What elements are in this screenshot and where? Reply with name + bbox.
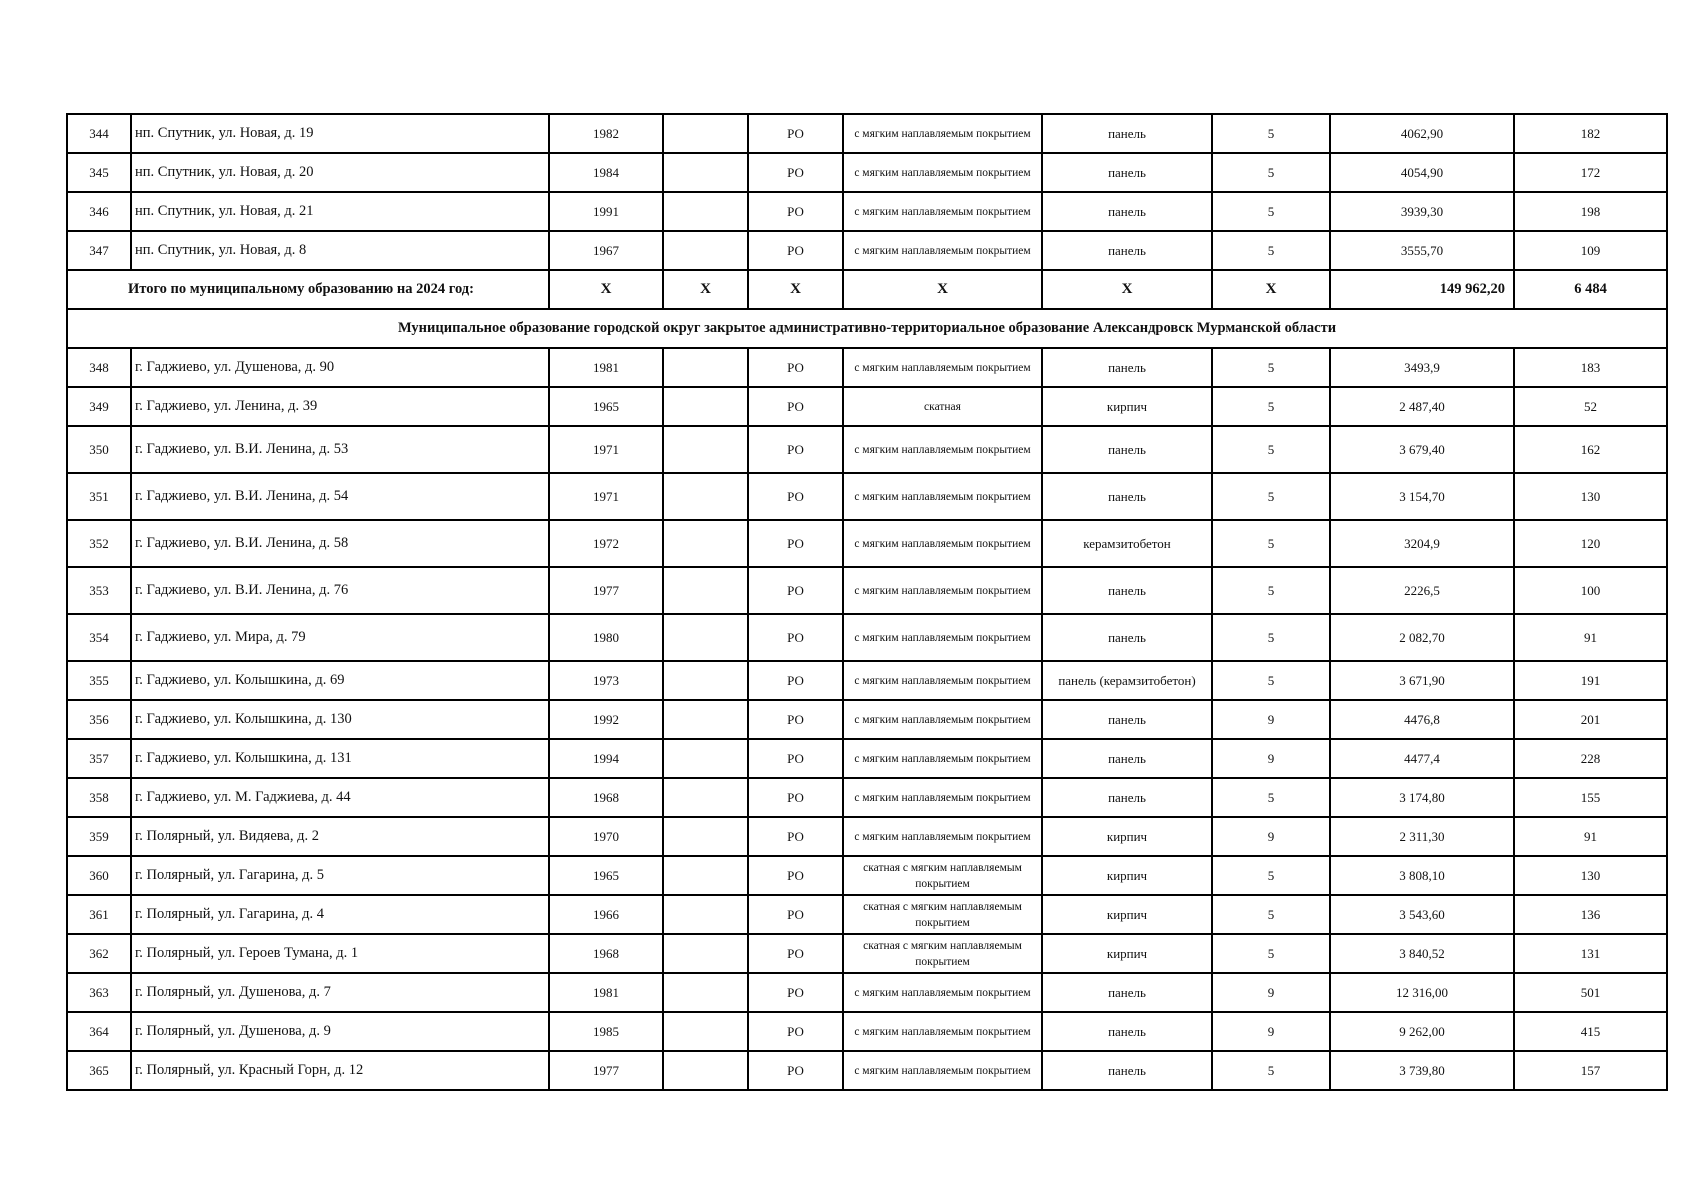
summary-x-wall: X	[1042, 270, 1212, 309]
total-area-cell: 3 679,40	[1330, 426, 1514, 473]
summary-x-year: X	[549, 270, 663, 309]
total-area-cell: 3 671,90	[1330, 661, 1514, 700]
resident-count-cell: 182	[1514, 114, 1667, 153]
wall-material-cell: керамзитобетон	[1042, 520, 1212, 567]
table-row	[67, 778, 1667, 817]
summary-row	[67, 270, 1667, 309]
year-built-cell: 1965	[549, 856, 663, 895]
roof-type-cell: скатная с мягким наплавляемым покрытием	[843, 895, 1042, 934]
row-number-cell: 356	[67, 700, 131, 739]
blank-cell-cell	[663, 973, 748, 1012]
total-area-cell: 3 543,60	[1330, 895, 1514, 934]
fund-method-cell: РО	[748, 153, 843, 192]
summary-label: Итого по муниципальному образованию на 2024 год:	[67, 270, 549, 309]
row-number-cell: 355	[67, 661, 131, 700]
total-area-cell: 3493,9	[1330, 348, 1514, 387]
table-row	[67, 856, 1667, 895]
fund-method-cell: РО	[748, 567, 843, 614]
row-number-cell: 353	[67, 567, 131, 614]
resident-count-cell: 198	[1514, 192, 1667, 231]
blank-cell-cell	[663, 895, 748, 934]
wall-material-cell: панель	[1042, 192, 1212, 231]
housing-register-table	[66, 113, 1668, 1091]
row-number-cell: 365	[67, 1051, 131, 1090]
table-row	[67, 473, 1667, 520]
address-cell: г. Гаджиево, ул. Колышкина, д. 131	[131, 739, 549, 778]
roof-type-cell: с мягким наплавляемым покрытием	[843, 614, 1042, 661]
table-row	[67, 661, 1667, 700]
fund-method-cell: РО	[748, 700, 843, 739]
year-built-cell: 1994	[549, 739, 663, 778]
blank-cell-cell	[663, 520, 748, 567]
resident-count-cell: 120	[1514, 520, 1667, 567]
row-number-cell: 348	[67, 348, 131, 387]
wall-material-cell: кирпич	[1042, 895, 1212, 934]
total-area-cell: 12 316,00	[1330, 973, 1514, 1012]
address-cell: г. Гаджиево, ул. В.И. Ленина, д. 76	[131, 567, 549, 614]
roof-type-cell: скатная с мягким наплавляемым покрытием	[843, 856, 1042, 895]
table-row	[67, 387, 1667, 426]
section-header-row	[67, 309, 1667, 348]
row-number-cell: 354	[67, 614, 131, 661]
wall-material-cell: панель	[1042, 231, 1212, 270]
address-cell: г. Гаджиево, ул. Душенова, д. 90	[131, 348, 549, 387]
wall-material-cell: кирпич	[1042, 387, 1212, 426]
wall-material-cell: панель	[1042, 426, 1212, 473]
total-area-cell: 4062,90	[1330, 114, 1514, 153]
wall-material-cell: панель	[1042, 348, 1212, 387]
table-row	[67, 973, 1667, 1012]
floor-count-cell: 5	[1212, 387, 1330, 426]
blank-cell-cell	[663, 387, 748, 426]
summary-x-col5: X	[748, 270, 843, 309]
row-number-cell: 362	[67, 934, 131, 973]
address-cell: г. Полярный, ул. Душенова, д. 7	[131, 973, 549, 1012]
wall-material-cell: панель	[1042, 1012, 1212, 1051]
row-number-cell: 361	[67, 895, 131, 934]
row-number-cell: 352	[67, 520, 131, 567]
total-area-cell: 3 154,70	[1330, 473, 1514, 520]
resident-count-cell: 228	[1514, 739, 1667, 778]
fund-method-cell: РО	[748, 1051, 843, 1090]
fund-method-cell: РО	[748, 778, 843, 817]
roof-type-cell: с мягким наплавляемым покрытием	[843, 778, 1042, 817]
roof-type-cell: с мягким наплавляемым покрытием	[843, 426, 1042, 473]
row-number-cell: 360	[67, 856, 131, 895]
year-built-cell: 1973	[549, 661, 663, 700]
blank-cell-cell	[663, 934, 748, 973]
blank-cell-cell	[663, 426, 748, 473]
total-area-cell: 3 808,10	[1330, 856, 1514, 895]
roof-type-cell: с мягким наплавляемым покрытием	[843, 231, 1042, 270]
floor-count-cell: 9	[1212, 739, 1330, 778]
summary-block	[67, 270, 1667, 348]
resident-count-cell: 109	[1514, 231, 1667, 270]
table-row	[67, 1012, 1667, 1051]
wall-material-cell: панель	[1042, 567, 1212, 614]
fund-method-cell: РО	[748, 614, 843, 661]
year-built-cell: 1977	[549, 1051, 663, 1090]
table-row	[67, 348, 1667, 387]
roof-type-cell: с мягким наплавляемым покрытием	[843, 739, 1042, 778]
floor-count-cell: 5	[1212, 231, 1330, 270]
row-number-cell: 346	[67, 192, 131, 231]
table-row	[67, 700, 1667, 739]
roof-type-cell: с мягким наплавляемым покрытием	[843, 817, 1042, 856]
total-area-cell: 3204,9	[1330, 520, 1514, 567]
blank-cell-cell	[663, 1051, 748, 1090]
summary-x-floors: X	[1212, 270, 1330, 309]
address-cell: г. Полярный, ул. Душенова, д. 9	[131, 1012, 549, 1051]
resident-count-cell: 191	[1514, 661, 1667, 700]
address-cell: г. Гаджиево, ул. В.И. Ленина, д. 53	[131, 426, 549, 473]
blank-cell-cell	[663, 231, 748, 270]
fund-method-cell: РО	[748, 1012, 843, 1051]
total-area-cell: 3 840,52	[1330, 934, 1514, 973]
fund-method-cell: РО	[748, 934, 843, 973]
wall-material-cell: панель	[1042, 153, 1212, 192]
blank-cell-cell	[663, 153, 748, 192]
fund-method-cell: РО	[748, 426, 843, 473]
roof-type-cell: с мягким наплавляемым покрытием	[843, 192, 1042, 231]
table-row	[67, 231, 1667, 270]
year-built-cell: 1965	[549, 387, 663, 426]
row-number-cell: 344	[67, 114, 131, 153]
row-number-cell: 350	[67, 426, 131, 473]
fund-method-cell: РО	[748, 895, 843, 934]
fund-method-cell: РО	[748, 739, 843, 778]
address-cell: г. Гаджиево, ул. В.И. Ленина, д. 54	[131, 473, 549, 520]
blank-cell-cell	[663, 700, 748, 739]
fund-method-cell: РО	[748, 856, 843, 895]
row-number-cell: 363	[67, 973, 131, 1012]
total-area-cell: 2226,5	[1330, 567, 1514, 614]
table-row	[67, 817, 1667, 856]
block1-rows	[67, 114, 1667, 270]
wall-material-cell: панель	[1042, 739, 1212, 778]
resident-count-cell: 157	[1514, 1051, 1667, 1090]
wall-material-cell: панель	[1042, 778, 1212, 817]
year-built-cell: 1981	[549, 973, 663, 1012]
fund-method-cell: РО	[748, 231, 843, 270]
roof-type-cell: с мягким наплавляемым покрытием	[843, 973, 1042, 1012]
wall-material-cell: панель	[1042, 973, 1212, 1012]
floor-count-cell: 5	[1212, 520, 1330, 567]
year-built-cell: 1991	[549, 192, 663, 231]
table-row	[67, 614, 1667, 661]
year-built-cell: 1966	[549, 895, 663, 934]
total-area-cell: 2 082,70	[1330, 614, 1514, 661]
total-area-cell: 4476,8	[1330, 700, 1514, 739]
total-area-cell: 4477,4	[1330, 739, 1514, 778]
floor-count-cell: 9	[1212, 973, 1330, 1012]
total-area-cell: 2 311,30	[1330, 817, 1514, 856]
year-built-cell: 1985	[549, 1012, 663, 1051]
resident-count-cell: 131	[1514, 934, 1667, 973]
year-built-cell: 1992	[549, 700, 663, 739]
resident-count-cell: 501	[1514, 973, 1667, 1012]
total-area-cell: 2 487,40	[1330, 387, 1514, 426]
block2-rows	[67, 348, 1667, 1090]
year-built-cell: 1980	[549, 614, 663, 661]
total-area-cell: 3555,70	[1330, 231, 1514, 270]
resident-count-cell: 100	[1514, 567, 1667, 614]
table-row	[67, 114, 1667, 153]
fund-method-cell: РО	[748, 387, 843, 426]
floor-count-cell: 5	[1212, 934, 1330, 973]
year-built-cell: 1984	[549, 153, 663, 192]
total-area-cell: 3 739,80	[1330, 1051, 1514, 1090]
table-row	[67, 426, 1667, 473]
floor-count-cell: 5	[1212, 856, 1330, 895]
blank-cell-cell	[663, 473, 748, 520]
year-built-cell: 1968	[549, 778, 663, 817]
wall-material-cell: панель	[1042, 700, 1212, 739]
roof-type-cell: с мягким наплавляемым покрытием	[843, 567, 1042, 614]
year-built-cell: 1982	[549, 114, 663, 153]
address-cell: г. Гаджиево, ул. Колышкина, д. 69	[131, 661, 549, 700]
floor-count-cell: 5	[1212, 614, 1330, 661]
floor-count-cell: 5	[1212, 778, 1330, 817]
year-built-cell: 1972	[549, 520, 663, 567]
total-area-cell: 9 262,00	[1330, 1012, 1514, 1051]
floor-count-cell: 5	[1212, 348, 1330, 387]
summary-x-col4: X	[663, 270, 748, 309]
address-cell: г. Гаджиево, ул. Мира, д. 79	[131, 614, 549, 661]
summary-x-roof: X	[843, 270, 1042, 309]
year-built-cell: 1971	[549, 473, 663, 520]
resident-count-cell: 155	[1514, 778, 1667, 817]
address-cell: г. Полярный, ул. Героев Тумана, д. 1	[131, 934, 549, 973]
address-cell: нп. Спутник, ул. Новая, д. 21	[131, 192, 549, 231]
resident-count-cell: 130	[1514, 473, 1667, 520]
floor-count-cell: 9	[1212, 1012, 1330, 1051]
blank-cell-cell	[663, 614, 748, 661]
resident-count-cell: 52	[1514, 387, 1667, 426]
table-row	[67, 895, 1667, 934]
roof-type-cell: с мягким наплавляемым покрытием	[843, 1012, 1042, 1051]
resident-count-cell: 130	[1514, 856, 1667, 895]
blank-cell-cell	[663, 817, 748, 856]
year-built-cell: 1968	[549, 934, 663, 973]
table-row	[67, 153, 1667, 192]
blank-cell-cell	[663, 114, 748, 153]
address-cell: нп. Спутник, ул. Новая, д. 19	[131, 114, 549, 153]
blank-cell-cell	[663, 567, 748, 614]
wall-material-cell: панель	[1042, 114, 1212, 153]
wall-material-cell: кирпич	[1042, 934, 1212, 973]
blank-cell-cell	[663, 192, 748, 231]
fund-method-cell: РО	[748, 817, 843, 856]
year-built-cell: 1967	[549, 231, 663, 270]
table-row	[67, 520, 1667, 567]
wall-material-cell: панель (керамзитобетон)	[1042, 661, 1212, 700]
fund-method-cell: РО	[748, 473, 843, 520]
table-row	[67, 1051, 1667, 1090]
address-cell: г. Полярный, ул. Видяева, д. 2	[131, 817, 549, 856]
floor-count-cell: 5	[1212, 192, 1330, 231]
roof-type-cell: с мягким наплавляемым покрытием	[843, 520, 1042, 567]
resident-count-cell: 91	[1514, 817, 1667, 856]
resident-count-cell: 201	[1514, 700, 1667, 739]
floor-count-cell: 5	[1212, 567, 1330, 614]
row-number-cell: 358	[67, 778, 131, 817]
row-number-cell: 347	[67, 231, 131, 270]
blank-cell-cell	[663, 1012, 748, 1051]
floor-count-cell: 5	[1212, 473, 1330, 520]
address-cell: нп. Спутник, ул. Новая, д. 8	[131, 231, 549, 270]
roof-type-cell: с мягким наплавляемым покрытием	[843, 1051, 1042, 1090]
floor-count-cell: 5	[1212, 895, 1330, 934]
roof-type-cell: скатная с мягким наплавляемым покрытием	[843, 934, 1042, 973]
roof-type-cell: с мягким наплавляемым покрытием	[843, 348, 1042, 387]
total-area-cell: 3 174,80	[1330, 778, 1514, 817]
row-number-cell: 345	[67, 153, 131, 192]
address-cell: г. Гаджиево, ул. В.И. Ленина, д. 58	[131, 520, 549, 567]
table-row	[67, 567, 1667, 614]
summary-total-area: 149 962,20	[1330, 270, 1514, 309]
wall-material-cell: панель	[1042, 614, 1212, 661]
fund-method-cell: РО	[748, 520, 843, 567]
blank-cell-cell	[663, 661, 748, 700]
address-cell: г. Гаджиево, ул. Ленина, д. 39	[131, 387, 549, 426]
wall-material-cell: кирпич	[1042, 817, 1212, 856]
resident-count-cell: 136	[1514, 895, 1667, 934]
row-number-cell: 359	[67, 817, 131, 856]
total-area-cell: 4054,90	[1330, 153, 1514, 192]
wall-material-cell: панель	[1042, 473, 1212, 520]
floor-count-cell: 5	[1212, 153, 1330, 192]
roof-type-cell: скатная	[843, 387, 1042, 426]
blank-cell-cell	[663, 348, 748, 387]
wall-material-cell: панель	[1042, 1051, 1212, 1090]
roof-type-cell: с мягким наплавляемым покрытием	[843, 114, 1042, 153]
fund-method-cell: РО	[748, 348, 843, 387]
year-built-cell: 1970	[549, 817, 663, 856]
blank-cell-cell	[663, 778, 748, 817]
floor-count-cell: 5	[1212, 114, 1330, 153]
roof-type-cell: с мягким наплавляемым покрытием	[843, 153, 1042, 192]
roof-type-cell: с мягким наплавляемым покрытием	[843, 700, 1042, 739]
roof-type-cell: с мягким наплавляемым покрытием	[843, 661, 1042, 700]
fund-method-cell: РО	[748, 661, 843, 700]
table-row	[67, 192, 1667, 231]
year-built-cell: 1971	[549, 426, 663, 473]
address-cell: г. Гаджиево, ул. М. Гаджиева, д. 44	[131, 778, 549, 817]
blank-cell-cell	[663, 739, 748, 778]
resident-count-cell: 183	[1514, 348, 1667, 387]
year-built-cell: 1977	[549, 567, 663, 614]
resident-count-cell: 172	[1514, 153, 1667, 192]
summary-total-residents: 6 484	[1514, 270, 1667, 309]
resident-count-cell: 415	[1514, 1012, 1667, 1051]
row-number-cell: 349	[67, 387, 131, 426]
address-cell: нп. Спутник, ул. Новая, д. 20	[131, 153, 549, 192]
row-number-cell: 364	[67, 1012, 131, 1051]
address-cell: г. Гаджиево, ул. Колышкина, д. 130	[131, 700, 549, 739]
fund-method-cell: РО	[748, 192, 843, 231]
address-cell: г. Полярный, ул. Гагарина, д. 5	[131, 856, 549, 895]
total-area-cell: 3939,30	[1330, 192, 1514, 231]
row-number-cell: 351	[67, 473, 131, 520]
resident-count-cell: 162	[1514, 426, 1667, 473]
year-built-cell: 1981	[549, 348, 663, 387]
roof-type-cell: с мягким наплавляемым покрытием	[843, 473, 1042, 520]
floor-count-cell: 9	[1212, 700, 1330, 739]
fund-method-cell: РО	[748, 973, 843, 1012]
resident-count-cell: 91	[1514, 614, 1667, 661]
blank-cell-cell	[663, 856, 748, 895]
fund-method-cell: РО	[748, 114, 843, 153]
wall-material-cell: кирпич	[1042, 856, 1212, 895]
address-cell: г. Полярный, ул. Красный Горн, д. 12	[131, 1051, 549, 1090]
floor-count-cell: 9	[1212, 817, 1330, 856]
section-title: Муниципальное образование городской округ закрытое административно-территориальное образование Александровск Мурманской области	[67, 309, 1667, 348]
table-row	[67, 739, 1667, 778]
floor-count-cell: 5	[1212, 661, 1330, 700]
row-number-cell: 357	[67, 739, 131, 778]
floor-count-cell: 5	[1212, 1051, 1330, 1090]
address-cell: г. Полярный, ул. Гагарина, д. 4	[131, 895, 549, 934]
floor-count-cell: 5	[1212, 426, 1330, 473]
table-row	[67, 934, 1667, 973]
